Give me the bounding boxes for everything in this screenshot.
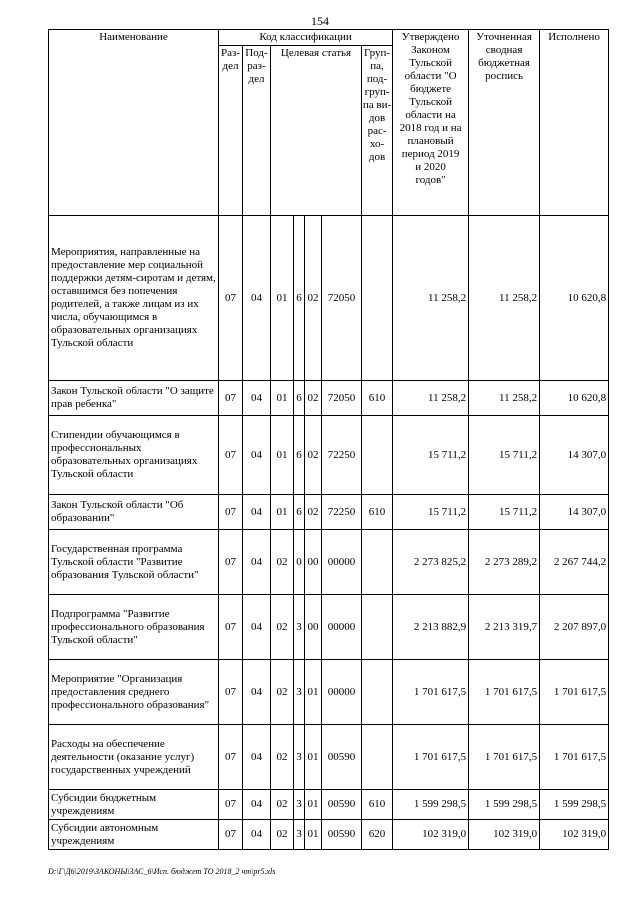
row-expense-type <box>362 416 393 495</box>
row-target-subprogram: 3 <box>294 660 305 725</box>
row-expense-type: 610 <box>362 381 393 416</box>
row-target-activity: 00 <box>305 595 322 660</box>
row-section: 07 <box>219 495 243 530</box>
row-target-activity: 01 <box>305 660 322 725</box>
row-approved: 2 213 882,9 <box>393 595 469 660</box>
row-subsection: 04 <box>243 216 271 381</box>
table-row <box>49 660 609 725</box>
row-section: 07 <box>219 381 243 416</box>
row-expense-type <box>362 725 393 790</box>
row-refined: 15 711,2 <box>469 416 540 495</box>
row-section: 07 <box>219 595 243 660</box>
row-name: Субсидии автономным учреждениям <box>49 820 219 850</box>
row-target-program: 02 <box>271 725 294 790</box>
header-approved: Утверждено Законом Тульской области "О бюджете Тульской области на 2018 год и на плановый период 2019 и 2020 годов" <box>393 30 469 216</box>
row-target-program: 01 <box>271 216 294 381</box>
row-executed: 14 307,0 <box>540 416 609 495</box>
row-name: Стипендии обучающимся в профессиональных образовательных организациях Тульской области <box>49 416 219 495</box>
row-approved: 1 701 617,5 <box>393 725 469 790</box>
row-subsection: 04 <box>243 495 271 530</box>
row-executed: 2 207 897,0 <box>540 595 609 660</box>
row-target-direction: 00000 <box>322 660 362 725</box>
row-section: 07 <box>219 725 243 790</box>
row-approved: 11 258,2 <box>393 216 469 381</box>
table-row <box>49 416 609 495</box>
row-target-program: 01 <box>271 416 294 495</box>
budget-table <box>48 29 609 850</box>
row-executed: 1 701 617,5 <box>540 725 609 790</box>
row-subsection: 04 <box>243 381 271 416</box>
row-target-program: 02 <box>271 820 294 850</box>
row-approved: 1 701 617,5 <box>393 660 469 725</box>
row-target-direction: 72250 <box>322 416 362 495</box>
row-refined: 15 711,2 <box>469 495 540 530</box>
row-subsection: 04 <box>243 416 271 495</box>
row-refined: 1 599 298,5 <box>469 790 540 820</box>
row-section: 07 <box>219 790 243 820</box>
row-approved: 15 711,2 <box>393 495 469 530</box>
row-expense-type <box>362 595 393 660</box>
table-row <box>49 495 609 530</box>
row-target-direction: 00000 <box>322 595 362 660</box>
row-expense-type: 610 <box>362 790 393 820</box>
header-refined: Уточненная сводная бюджетная роспись <box>469 30 540 216</box>
row-expense-type: 620 <box>362 820 393 850</box>
row-approved: 2 273 825,2 <box>393 530 469 595</box>
row-subsection: 04 <box>243 725 271 790</box>
row-target-subprogram: 6 <box>294 216 305 381</box>
header-name: Наименование <box>49 30 219 216</box>
row-section: 07 <box>219 820 243 850</box>
row-target-activity: 01 <box>305 790 322 820</box>
row-subsection: 04 <box>243 790 271 820</box>
table-row <box>49 725 609 790</box>
header-target-article: Целевая статья <box>271 46 362 216</box>
row-target-direction: 72050 <box>322 216 362 381</box>
row-name: Мероприятие "Организация предоставления среднего профессионального образования" <box>49 660 219 725</box>
row-approved: 11 258,2 <box>393 381 469 416</box>
row-target-subprogram: 3 <box>294 725 305 790</box>
row-refined: 2 213 319,7 <box>469 595 540 660</box>
row-executed: 1 599 298,5 <box>540 790 609 820</box>
row-executed: 14 307,0 <box>540 495 609 530</box>
row-refined: 1 701 617,5 <box>469 725 540 790</box>
row-target-direction: 00590 <box>322 790 362 820</box>
row-expense-type <box>362 216 393 381</box>
row-subsection: 04 <box>243 820 271 850</box>
row-approved: 1 599 298,5 <box>393 790 469 820</box>
row-name: Закон Тульской области "О защите прав ребенка" <box>49 381 219 416</box>
row-target-subprogram: 0 <box>294 530 305 595</box>
row-target-activity: 02 <box>305 216 322 381</box>
table-row <box>49 790 609 820</box>
header-code-group: Код классификации <box>219 30 393 46</box>
row-target-program: 01 <box>271 381 294 416</box>
row-approved: 102 319,0 <box>393 820 469 850</box>
header-expense-type-group: Груп- па, под- груп- па ви- дов рас- хо- дов <box>362 46 393 216</box>
row-subsection: 04 <box>243 595 271 660</box>
row-refined: 1 701 617,5 <box>469 660 540 725</box>
row-target-subprogram: 6 <box>294 416 305 495</box>
row-target-program: 02 <box>271 790 294 820</box>
row-refined: 2 273 289,2 <box>469 530 540 595</box>
row-executed: 10 620,8 <box>540 216 609 381</box>
table-row <box>49 216 609 381</box>
row-name: Подпрограмма "Развитие профессионального образования Тульской области" <box>49 595 219 660</box>
row-name: Расходы на обеспечение деятельности (оказание услуг) государственных учреждений <box>49 725 219 790</box>
row-refined: 11 258,2 <box>469 216 540 381</box>
row-target-activity: 02 <box>305 381 322 416</box>
row-section: 07 <box>219 416 243 495</box>
row-target-activity: 00 <box>305 530 322 595</box>
row-target-program: 01 <box>271 495 294 530</box>
row-refined: 11 258,2 <box>469 381 540 416</box>
row-target-subprogram: 3 <box>294 595 305 660</box>
row-name: Субсидии бюджетным учреждениям <box>49 790 219 820</box>
row-expense-type <box>362 530 393 595</box>
row-target-direction: 00590 <box>322 725 362 790</box>
row-name: Закон Тульской области "Об образовании" <box>49 495 219 530</box>
row-target-direction: 00000 <box>322 530 362 595</box>
row-section: 07 <box>219 216 243 381</box>
table-body <box>49 216 609 850</box>
row-target-program: 02 <box>271 660 294 725</box>
row-target-direction: 72050 <box>322 381 362 416</box>
header-subsection: Под- раз- дел <box>243 46 271 216</box>
row-target-subprogram: 3 <box>294 790 305 820</box>
row-name: Мероприятия, направленные на предоставление мер социальной поддержки детям-сиротам и детям, оставшимся без попечения родителей, а также лицам из их числа, обучающимся в образовательных организациях Тульской области <box>49 216 219 381</box>
row-section: 07 <box>219 530 243 595</box>
row-expense-type: 610 <box>362 495 393 530</box>
row-target-direction: 72250 <box>322 495 362 530</box>
row-target-subprogram: 6 <box>294 381 305 416</box>
row-target-subprogram: 3 <box>294 820 305 850</box>
row-target-program: 02 <box>271 530 294 595</box>
row-target-activity: 02 <box>305 416 322 495</box>
row-target-subprogram: 6 <box>294 495 305 530</box>
row-target-activity: 01 <box>305 725 322 790</box>
row-executed: 10 620,8 <box>540 381 609 416</box>
row-refined: 102 319,0 <box>469 820 540 850</box>
table-row <box>49 530 609 595</box>
row-target-direction: 00590 <box>322 820 362 850</box>
table-row <box>49 820 609 850</box>
file-path-footer: D:\Г\Д6\2019\ЗАКОНЫ\ЗАС_6\Исп. бюджет ТО 2018_2 чт\pr5.xls <box>48 867 276 876</box>
row-section: 07 <box>219 660 243 725</box>
page-number: 154 <box>311 14 329 28</box>
row-target-activity: 01 <box>305 820 322 850</box>
row-subsection: 04 <box>243 660 271 725</box>
row-executed: 1 701 617,5 <box>540 660 609 725</box>
table-row <box>49 381 609 416</box>
row-executed: 102 319,0 <box>540 820 609 850</box>
row-subsection: 04 <box>243 530 271 595</box>
header-executed: Исполнено <box>540 30 609 216</box>
header-section: Раз- дел <box>219 46 243 216</box>
row-expense-type <box>362 660 393 725</box>
row-executed: 2 267 744,2 <box>540 530 609 595</box>
row-target-activity: 02 <box>305 495 322 530</box>
row-approved: 15 711,2 <box>393 416 469 495</box>
table-row <box>49 595 609 660</box>
row-target-program: 02 <box>271 595 294 660</box>
row-name: Государственная программа Тульской области "Развитие образования Тульской области" <box>49 530 219 595</box>
